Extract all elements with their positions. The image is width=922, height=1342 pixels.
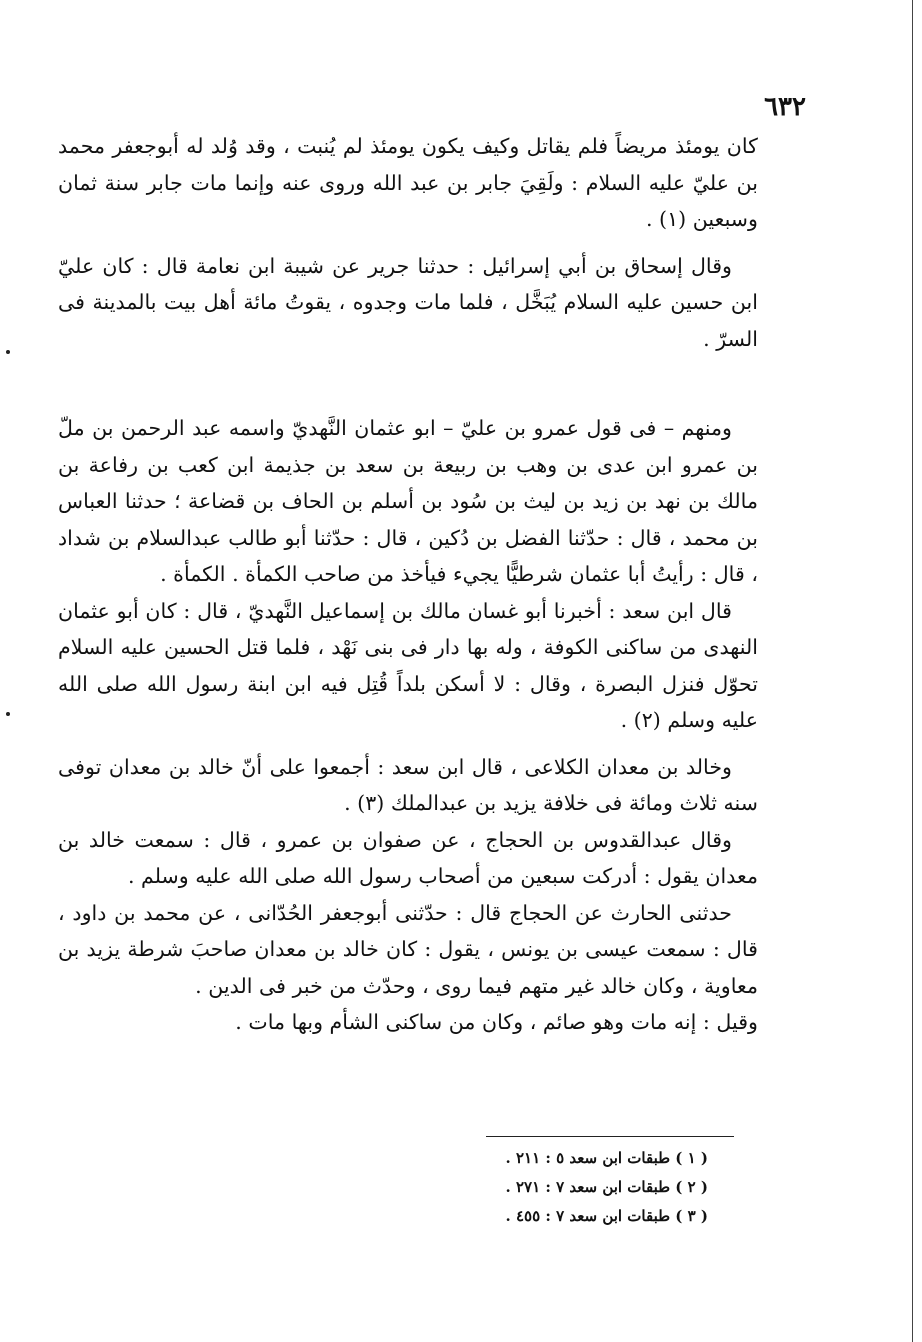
footnote: ( ٢ ) طبقات ابن سعد ٧ : ٢٧١ . [505,1178,708,1196]
footnote: ( ١ ) طبقات ابن سعد ٥ : ٢١١ . [505,1149,708,1167]
footnote: ( ٣ ) طبقات ابن سعد ٧ : ٤٥٥ . [505,1207,708,1225]
paragraph: وقال إسحاق بن أبي إسرائيل : حدثنا جرير عن شيبة ابن نعامة قال : كان عليّ ابن حسين عليه السلام يُبَخَّل ، فلما مات وجدوه ، يقوتُ مائة أهل بيت بالمدينة فى السرّ . [58,253,758,351]
paragraph: وقال عبدالقدوس بن الحجاج ، عن صفوان بن عمرو ، قال : سمعت خالد بن معدان يقول : أدركت سبعين من أصحاب رسول الله صلى الله عليه وسلم . [58,827,758,888]
paragraph: وخالد بن معدان الكلاعى ، قال ابن سعد : أجمعوا على أنّ خالد بن معدان توفى سنه ثلاث ومائة فى خلافة يزيد بن عبدالملك (٣) . [58,754,758,815]
paragraph: قال ابن سعد : أخبرنا أبو غسان مالك بن إسماعيل النَّهديّ ، قال : كان أبو عثمان النهدى من ساكنى الكوفة ، وله بها دار فى بنى نَهْد ، فلما قتل الحسين عليه السلام تحوّل فنزل البصرة ، وقال : لا أسكن بلداً قُتِل فيه ابن ابنة رسول الله صلى الله عليه وسلم (٢) . [58,598,758,732]
footnote-separator [486,1136,734,1137]
paragraph: ومنهم – فى قول عمرو بن عليّ – ابو عثمان النَّهديّ واسمه عبد الرحمن بن ملّ بن عمرو ابن عدى بن وهب بن ربيعة بن سعد بن جذيمة ابن كعب بن رفاعة بن مالك بن نهد بن زيد بن ليث بن سُود بن أسلم بن الحاف بن قضاعة ؛ حدثنا العباس بن محمد ، قال : حدّثنا الفضل بن دُكين ، قال : حدّثنا أبو طالب عبدالسلام بن شداد ، قال : رأيتُ أبا عثمان شرطيًّا يجيء فيأخذ من صاحب الكمأة . الكمأة . [58,416,758,586]
margin-mark [6,350,10,354]
page-number: ٦٣٢ [764,92,806,122]
body-text-block-2 [58,410,758,1041]
page-edge-line [912,0,913,1342]
margin-mark [6,712,10,716]
paragraph: كان يومئذ مريضاً فلم يقاتل وكيف يكون يومئذ لم يُنبت ، وقد وُلد له أبوجعفر محمد بن عليّ عليه السلام : ولَقِيَ جابر بن عبد الله وروى عنه وإنما مات جابر سنة ثمان وسبعين (١) . [58,134,758,231]
paragraph: وقيل : إنه مات وهو صائم ، وكان من ساكنى الشأم وبها مات . [235,1010,758,1034]
footnotes [380,1144,708,1231]
paragraph: حدثنى الحارث عن الحجاج قال : حدّثنى أبوجعفر الحُدّانى ، عن محمد بن داود ، قال : سمعت عيسى بن يونس ، يقول : كان خالد بن معدان صاحبَ شرطة يزيد بن معاوية ، وكان خالد غير متهم فيما روى ، وحدّث من خبر فى الدين . [58,900,758,998]
body-text-block-1 [58,128,758,357]
